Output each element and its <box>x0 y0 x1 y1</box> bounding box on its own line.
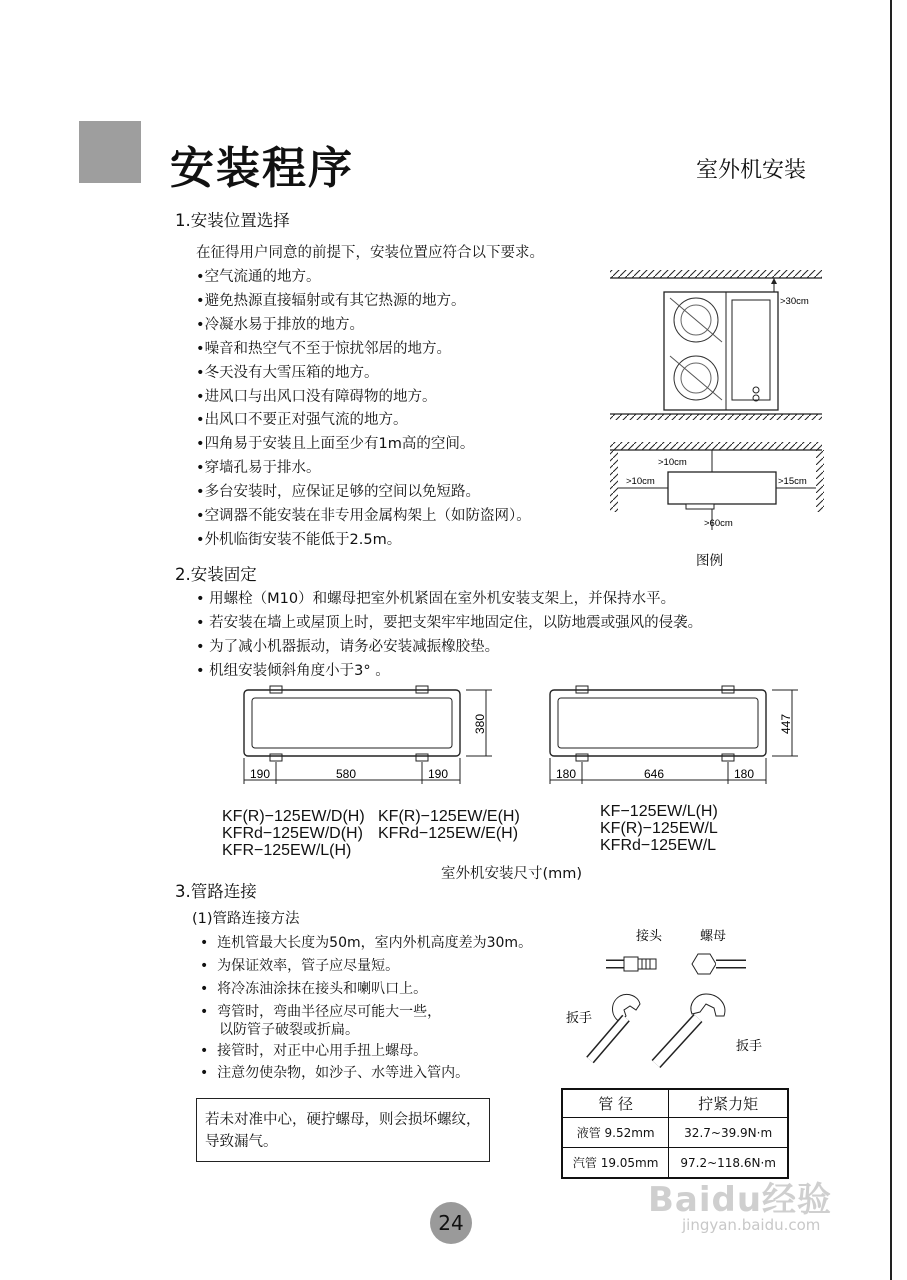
list-item: • 为了减小机器振动，请务必安装减振橡胶垫。 <box>196 639 500 655</box>
list-item: •多台安装时，应保证足够的空间以免短路。 <box>196 484 481 500</box>
list-item: •空气流通的地方。 <box>196 269 321 285</box>
warning-note-box <box>196 1098 490 1162</box>
model-list-left-2: KF(R)−125EW/E(H) KFRd−125EW/E(H) <box>378 808 520 842</box>
section2-heading: 2.安装固定 <box>175 565 257 584</box>
warning-note-text: 若未对准中心，硬拧螺母，则会损坏螺纹，导致漏气。 <box>205 1112 481 1150</box>
list-item: •四角易于安装且上面至少有1m高的空间。 <box>196 436 475 452</box>
page-subtitle: 室外机安装 <box>696 158 807 183</box>
svg-text:190: 190 <box>250 767 271 781</box>
svg-text:接头: 接头 <box>636 928 663 943</box>
list-item: • 弯管时，弯曲半径应尽可能大一些， <box>200 1004 442 1020</box>
svg-text:扳手: 扳手 <box>566 1010 593 1025</box>
list-item: •避免热源直接辐射或有其它热源的地方。 <box>196 293 466 309</box>
model-list-left-1: KF(R)−125EW/D(H) KFRd−125EW/D(H) KFR−125EW/L(H) <box>222 808 365 859</box>
svg-text:180: 180 <box>556 767 577 781</box>
list-item: •冬天没有大雪压箱的地方。 <box>196 365 379 381</box>
table-cell: 32.7~39.9N·m <box>669 1118 788 1148</box>
dimension-drawing-left <box>230 682 502 792</box>
dimension-drawing-right <box>536 682 808 792</box>
svg-text:螺母: 螺母 <box>700 928 727 943</box>
list-item: • 连机管最大长度为50m，室内外机高度差为30m。 <box>200 935 533 951</box>
list-item: •外机临街安装不能低于2.5m。 <box>196 532 402 548</box>
svg-text:180: 180 <box>734 767 755 781</box>
list-item: • 机组安装倾斜角度小于3° 。 <box>196 663 390 679</box>
page-border <box>890 0 892 1280</box>
list-item: • 若安装在墙上或屋顶上时，要把支架牢牢地固定住，以防地震或强风的侵袭。 <box>196 615 703 631</box>
list-item: •进风口与出风口没有障碍物的地方。 <box>196 389 437 405</box>
svg-text:>60cm: >60cm <box>704 518 733 529</box>
svg-text:>10cm: >10cm <box>626 476 655 487</box>
list-item: •出风口不要正对强气流的地方。 <box>196 412 408 428</box>
svg-text:>15cm: >15cm <box>778 476 807 487</box>
svg-text:190: 190 <box>428 767 449 781</box>
torque-table <box>561 1088 789 1179</box>
table-header-row <box>562 1089 788 1118</box>
table-cell: 液管 9.52mm <box>562 1118 669 1148</box>
model-list-right: KF−125EW/L(H) KF(R)−125EW/L KFRd−125EW/L <box>600 803 718 854</box>
table-cell: 汽管 19.05mm <box>562 1148 669 1179</box>
table-cell: 97.2~118.6N·m <box>669 1148 788 1179</box>
list-item: • 接管时，对正中心用手扭上螺母。 <box>200 1043 428 1059</box>
svg-text:646: 646 <box>644 767 665 781</box>
page-number: 24 <box>430 1202 472 1244</box>
section1-heading: 1.安装位置选择 <box>175 211 290 230</box>
svg-text:447: 447 <box>779 713 793 734</box>
list-item: •冷凝水易于排放的地方。 <box>196 317 365 333</box>
list-item: •空调器不能安装在非专用金属构架上（如防盗网）。 <box>196 508 531 524</box>
svg-text:>10cm: >10cm <box>658 457 687 468</box>
list-item: •穿墙孔易于排水。 <box>196 460 321 476</box>
header-gray-block <box>79 121 141 183</box>
svg-text:扳手: 扳手 <box>736 1038 763 1053</box>
page-title: 安装程序 <box>170 143 354 194</box>
pipe-wrench-illustration <box>560 924 770 1074</box>
svg-text:380: 380 <box>473 713 487 734</box>
table-row <box>562 1118 788 1148</box>
table-header-cell: 拧紧力矩 <box>669 1089 788 1118</box>
clearance-figure <box>606 262 828 572</box>
watermark-logo: Baidu经验 <box>648 1180 833 1220</box>
list-item: •噪音和热空气不至于惊扰邻居的地方。 <box>196 341 452 357</box>
svg-text:图例: 图例 <box>696 553 723 568</box>
list-item: • 注意勿使杂物，如沙子、水等进入管内。 <box>200 1065 470 1081</box>
table-header-cell: 管 径 <box>562 1089 669 1118</box>
list-item: • 将冷冻油涂抹在接头和喇叭口上。 <box>200 981 428 997</box>
watermark-url: jingyan.baidu.com <box>682 1216 821 1234</box>
svg-text:580: 580 <box>336 767 357 781</box>
svg-text:>30cm: >30cm <box>780 296 809 307</box>
list-item-continuation: 以防管子破裂或折扁。 <box>219 1022 359 1038</box>
dimension-caption: 室外机安装尺寸(mm) <box>441 866 583 882</box>
list-item: • 用螺栓（M10）和螺母把室外机紧固在室外机安装支架上，并保持水平。 <box>196 591 676 607</box>
section3-subheading: (1)管路连接方法 <box>192 911 300 927</box>
section1-intro: 在征得用户同意的前提下，安装位置应符合以下要求。 <box>196 245 544 261</box>
section3-heading: 3.管路连接 <box>175 882 257 901</box>
list-item: • 为保证效率，管子应尽量短。 <box>200 958 400 974</box>
